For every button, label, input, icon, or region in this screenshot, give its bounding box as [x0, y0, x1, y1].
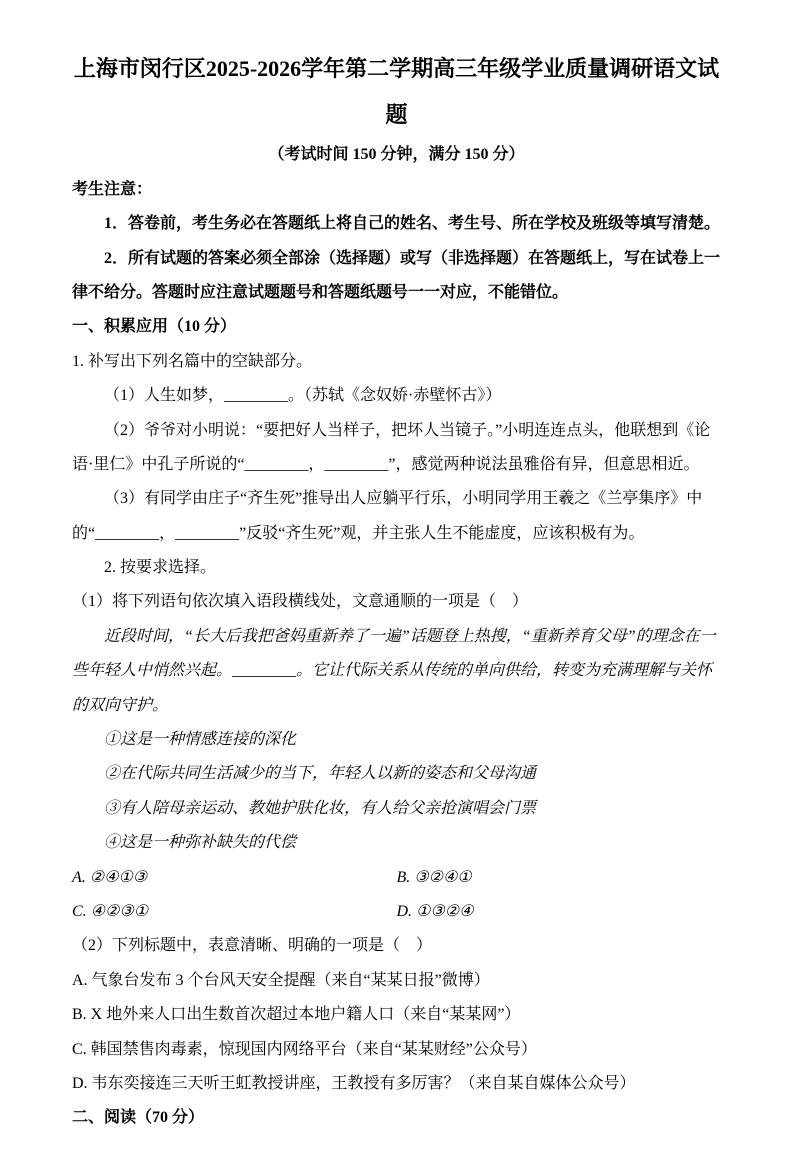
- question2-1-option-a: A. ②④①③: [72, 868, 148, 886]
- question1-sub2: （2）爷爷对小明说：“要把好人当样子，把坏人当镜子。”小明连连点头，他联想到《论语·里仁》中孔子所说的“________，________”，感觉两种说法虽雅俗有异，但意思相近。: [72, 421, 711, 473]
- question2-stem: 2. 按要求选择。: [104, 559, 217, 577]
- section2-heading: 二、阅读（70 分）: [72, 1109, 205, 1127]
- paper-title-line2: 题: [385, 102, 408, 128]
- question2-1-item-2: ②在代际共同生活减少的当下，年轻人以新的姿态和父母沟通: [104, 765, 537, 783]
- notice-item-2: 2．所有试题的答案必须全部涂（选择题）或写（非选择题）在答题纸上，写在试卷上一律不给分。答题时应注意试题题号和答题纸题号一一对应，不能错位。: [72, 249, 721, 301]
- question2-2-option-c: C. 韩国禁售肉毒素，惊现国内网络平台（来自“某某财经”公众号）: [72, 1040, 537, 1058]
- question2-1-option-d: D. ①③②④: [396, 902, 474, 920]
- question1-stem: 1. 补写出下列名篇中的空缺部分。: [72, 352, 313, 370]
- question2-1-option-c: C. ④②③①: [72, 902, 149, 920]
- notice-heading: 考生注意：: [72, 180, 153, 198]
- question2-1-item-1: ①这是一种情感连接的深化: [104, 731, 297, 749]
- question2-1-item-4: ④这是一种弥补缺失的代偿: [104, 834, 297, 852]
- question2-1-option-b: B. ③②④①: [396, 868, 472, 886]
- question2-2-option-b: B. X 地外来人口出生数首次超过本地户籍人口（来自“某某网”）: [72, 1006, 521, 1024]
- section1-heading: 一、积累应用（10 分）: [72, 318, 237, 336]
- question2-1-passage: 近段时间，“长大后我把爸妈重新养了一遍”话题登上热搜，“重新养育父母”的理念在一些年轻人中悄然兴起。________。它让代际关系从传统的单向供给，转变为充满理解与关怀的双向守护。: [72, 627, 716, 714]
- question2-1-item-3: ③有人陪母亲运动、教她护肤化妆，有人给父亲抢演唱会门票: [104, 799, 537, 817]
- question2-1-stem: （1）将下列语句依次填入语段横线处，文意通顺的一项是（ ）: [72, 593, 529, 611]
- question2-1-options-row2: [72, 895, 721, 929]
- exam-info: （考试时间 150 分钟，满分 150 分）: [268, 146, 525, 164]
- question1-sub1: （1）人生如梦，________。（苏轼《念奴娇·赤壁怀古》）: [104, 387, 502, 405]
- paper-title-line1: 上海市闵行区2025-2026学年第二学期高三年级学业质量调研语文试: [73, 56, 720, 81]
- question2-2-option-d: D. 韦东奕接连三天听王虹教授讲座，王教授有多厉害？（来自某自媒体公众号）: [72, 1074, 636, 1092]
- question1-sub3: （3）有同学由庄子“齐生死”推导出人应躺平行乐，小明同学用王羲之《兰亭集序》中的“________，________”反驳“齐生死”观，并主张人生不能虚度，应该积极有为。: [72, 490, 703, 542]
- question2-2-stem: （2）下列标题中，表意清晰、明确的一项是（ ）: [72, 937, 433, 955]
- question2-1-options-row1: [72, 861, 721, 895]
- notice-item-1: 1．答卷前，考生务必在答题纸上将自己的姓名、考生号、所在学校及班级等填写清楚。: [104, 215, 721, 233]
- question2-2-option-a: A. 气象台发布 3 个台风天安全提醒（来自“某某日报”微博）: [72, 971, 490, 989]
